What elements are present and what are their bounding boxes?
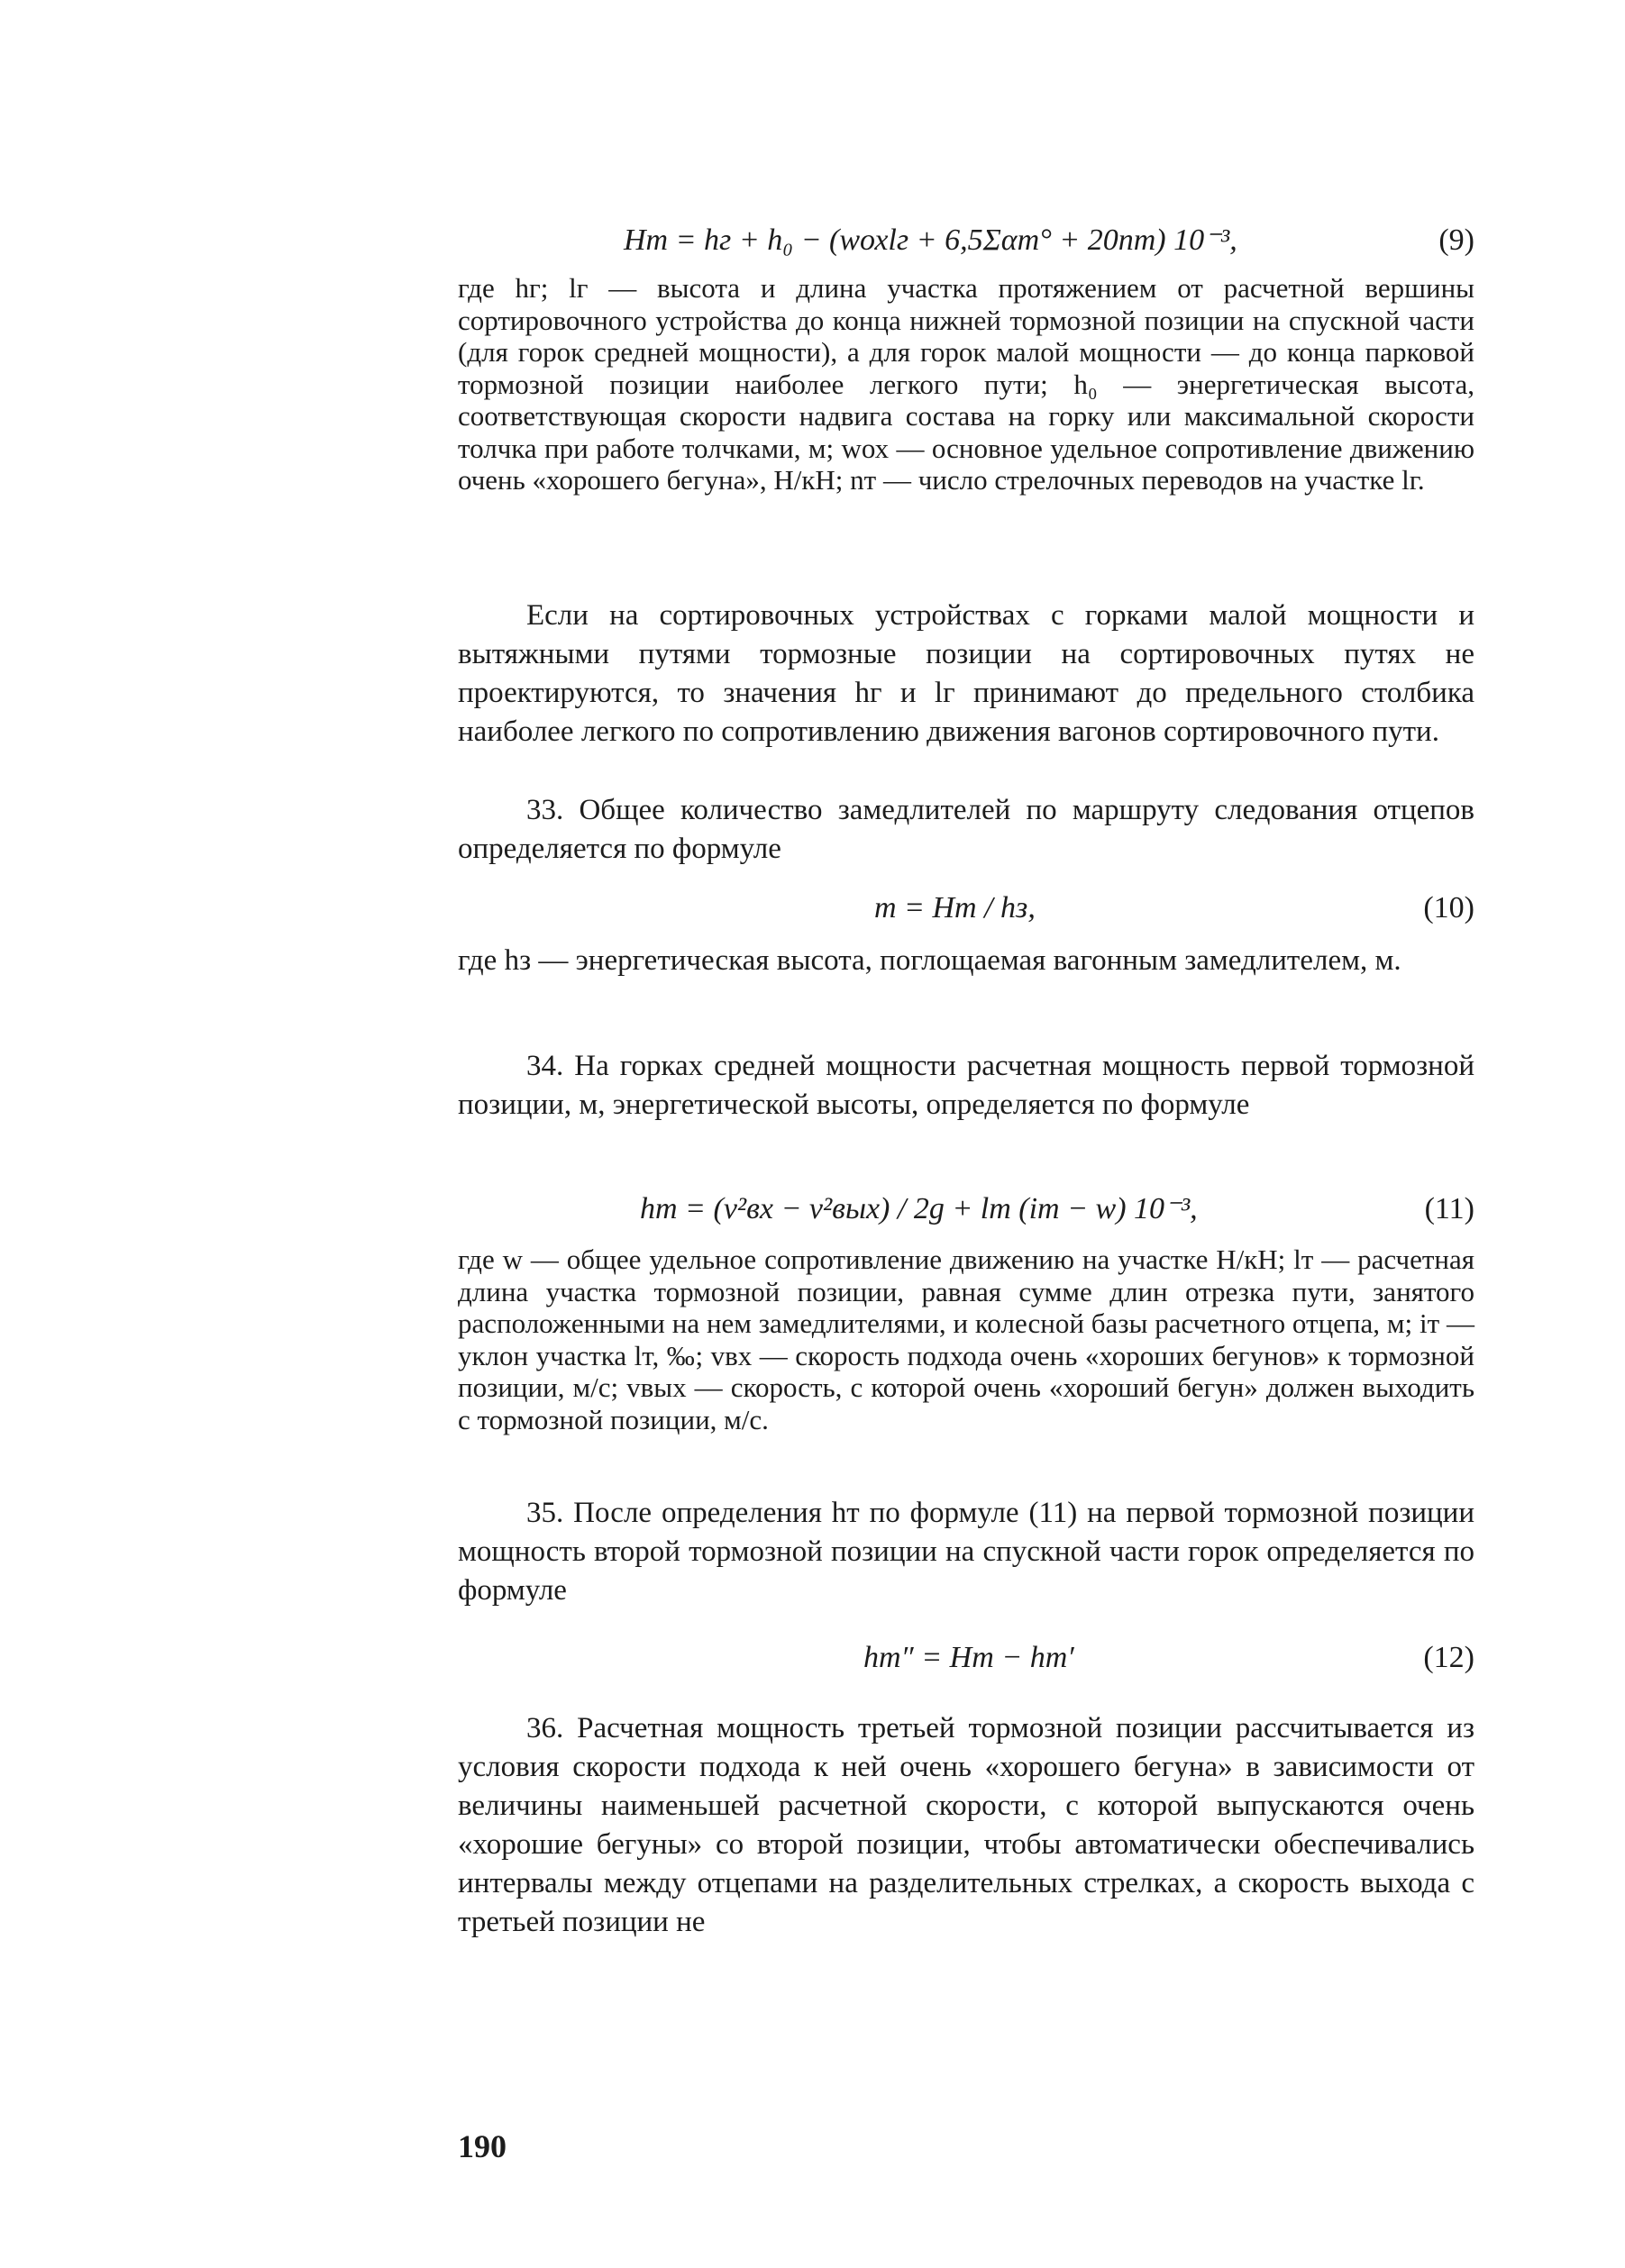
paragraph-tormoznye-pozicii: Если на сортировочных устройствах с горками малой мощности и вытяжными путями тормозные позиции на сортировочных путях не проектируются, то значения hг и lг принимают до предельного столбика наиболее легкого по сопротивлению движения вагонов сортировочного пути. — [458, 599, 1474, 748]
paragraph-34: 34. На горках средней мощности расчетная мощность первой тормозной позиции, м, энергетической высоты, определяется по формуле — [458, 1050, 1474, 1121]
paragraph-36: 36. Расчетная мощность третьей тормозной позиции рассчитывается из условия скорости подхода к ней очень «хорошего бегуна» в зависимости от величины наименьшей расчетной скорости, с которой выпускаются очень «хорошие бегуны» со второй позиции, чтобы автоматически обеспечивались интервалы между отцепами на разделительных стрелках, а скорость выхода с третьей позиции не — [458, 1712, 1474, 1938]
formula-10-number: (10) — [1423, 891, 1474, 925]
formula-9-explanation: где hг; lг — высота и длина участка протяжением от расчетной вершины сортировочного устройства до конца нижней тормозной позиции на спускной части (для горок средней мощности), а для горок малой мощности — до конца парковой тормозной позиции наиболее легкого пути; h₀ — энергетическая высота, соответствующая скорости надвига состава на горку или максимальной скорости толчка при работе толчками, м; wох — основное удельное сопротивление движению очень «хорошего бегуна», Н/кН; nт — число стрелочных переводов на участке lг. — [458, 272, 1474, 496]
formula-10: m = Hт / hз, — [874, 891, 1036, 925]
formula-12: hт″ = Hт − hт′ — [863, 1641, 1074, 1674]
formula-12-number: (12) — [1423, 1641, 1474, 1674]
page-number: 190 — [458, 2128, 507, 2164]
formula-10-explanation: где hз — энергетическая высота, поглощаемая вагонным замедлителем, м. — [458, 944, 1401, 977]
formula-9-number: (9) — [1438, 223, 1474, 257]
formula-11-explanation: где w — общее удельное сопротивление движению на участке Н/кН; lт — расчетная длина участка тормозной позиции, равная сумме длин отрезка пути, занятого расположенными на нем замедлителями, и колесной базы расчетного отцепа, м; iт — уклон участка lт, ‰; vвх — скорость подхода очень «хороших бегунов» к тормозной позиции, м/с; vвых — скорость, с которой очень «хороший бегун» должен выходить с тормозной позиции, м/с. — [458, 1243, 1474, 1435]
formula-11: hт = (v²вх − v²вых) / 2g + lт (iт − w) 10⁻³, — [640, 1192, 1198, 1225]
formula-11-number: (11) — [1424, 1192, 1474, 1225]
paragraph-33: 33. Общее количество замедлителей по маршруту следования отцепов определяется по формуле — [458, 794, 1474, 865]
formula-9: Hт = hг + h₀ − (wохlг + 6,5Σαт° + 20nт) 10⁻³, — [624, 223, 1237, 257]
paragraph-35: 35. После определения hт по формуле (11) на первой тормозной позиции мощность второй тормозной позиции на спускной части горок определяется по формуле — [458, 1497, 1474, 1607]
